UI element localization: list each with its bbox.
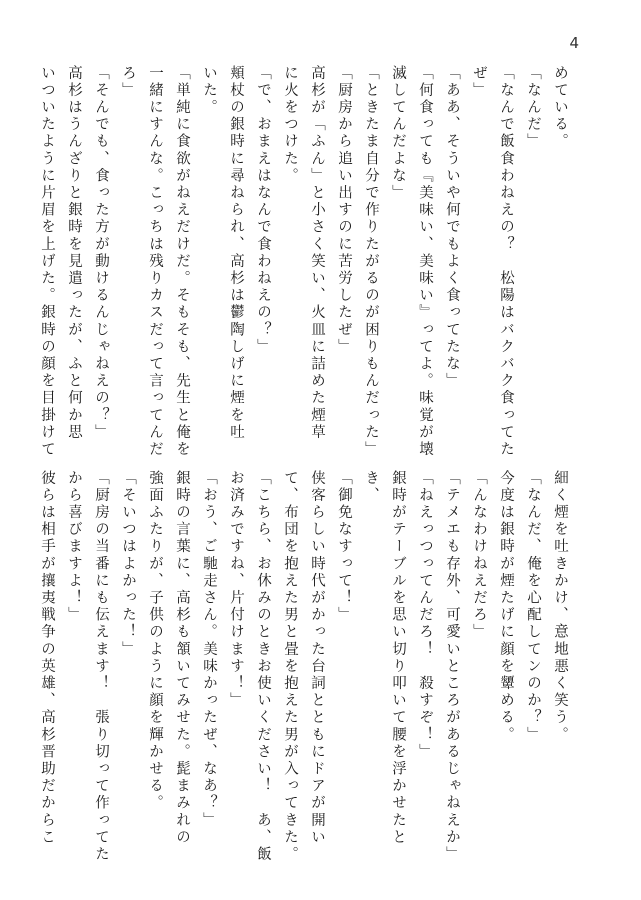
text-line: 「こちら、お休みのときお使いください！ あ、飯 (255, 470, 271, 864)
text-line: 「厨房の当番にも伝えます！ 張り切って作ってた (93, 470, 109, 864)
text-line: 「で、おまえはなんで食わねえの？」 (255, 65, 271, 356)
text-line: 「なんだ」 (525, 65, 541, 151)
text-line: 一緒にすんな。こっちは残りカスだって言ってんだ (147, 65, 163, 459)
text-line: 今度は銀時が煙たげに顔を顰める。 (498, 470, 514, 744)
text-line: 細く煙を吐きかけ、意地悪く笑う。 (552, 470, 568, 744)
text-line: いついたように片眉を上げた。銀時の顔を目掛けて (39, 65, 55, 459)
text-line: 「テメエも存外、可愛いところがあるじゃねえか」 (444, 470, 460, 864)
text-line: 滅してんだよな」 (390, 65, 406, 202)
text-line: 「ときたま自分で作りたがるのが困りもんだった」 (363, 65, 379, 459)
text-line: 「ああ、そういや何でもよく食ってたな」 (444, 65, 460, 390)
text-line: 「そいつはよかった！」 (120, 470, 136, 659)
text-line: 「単純に食欲がねえだけだ。そもそも、先生と俺を (174, 65, 190, 459)
text-line: 「何食っても『美味い、美味い』ってよ。味覚が壊 (417, 65, 433, 459)
text-line: 銀時の言葉に、高杉も頷いてみせた。髭まみれの (174, 470, 190, 847)
text-line: 頬杖の銀時に尋ねられ、高杉は鬱陶しげに煙を吐 (228, 65, 244, 442)
text-line: めている。 (552, 65, 568, 151)
text-line: 強面ふたりが、子供のように顔を輝かせる。 (147, 470, 163, 812)
text-line: 彼らは相手が攘夷戦争の英雄、高杉晋助だからこ (39, 470, 55, 847)
text-line: て、布団を抱えた男と畳を抱えた男が入ってきた。 (282, 470, 298, 864)
text-line: 高杉はうんざりと銀時を見遣ったが、ふと何か思 (66, 65, 82, 442)
text-line: き、 (363, 470, 379, 505)
text-line: 「ねえっつってんだろ！ 殺すぞ！」 (417, 470, 433, 761)
text-line: 「おう、ご馳走さん。美味かったぜ、なあ？」 (201, 470, 217, 830)
text-line: 高杉が「ふん」と小さく笑い、火皿に詰めた煙草 (309, 65, 325, 442)
page-number: 4 (569, 34, 579, 52)
text-line: 「んなわけねえだろ」 (471, 470, 487, 641)
text-line: から喜びますよ！」 (66, 470, 82, 624)
text-block-bottom (33, 470, 573, 864)
text-line: お済みですね、片付けます！」 (228, 470, 244, 710)
text-line: 「御免なすって！」 (336, 470, 352, 624)
text-line: ぜ」 (471, 65, 487, 100)
text-line: ろ」 (120, 65, 136, 100)
text-line: いた。 (201, 65, 217, 117)
text-line: に火をつけた。 (282, 65, 298, 185)
text-line: 「そんでも、食った方が動けるんじゃねえの？」 (93, 65, 109, 442)
text-line: 「なんだ、俺を心配してンのか？」 (525, 470, 541, 744)
text-line: 「厨房から追い出すのに苦労したぜ」 (336, 65, 352, 356)
text-line: 銀時がテーブルを思い切り叩いて腰を浮かせたと (390, 470, 406, 847)
text-block-top (33, 65, 573, 459)
text-line: 侠客らしい時代がかった台詞とともにドアが開い (309, 470, 325, 847)
text-line: 「なんで飯食わねえの？ 松陽はバクバク食ってた (498, 65, 514, 459)
